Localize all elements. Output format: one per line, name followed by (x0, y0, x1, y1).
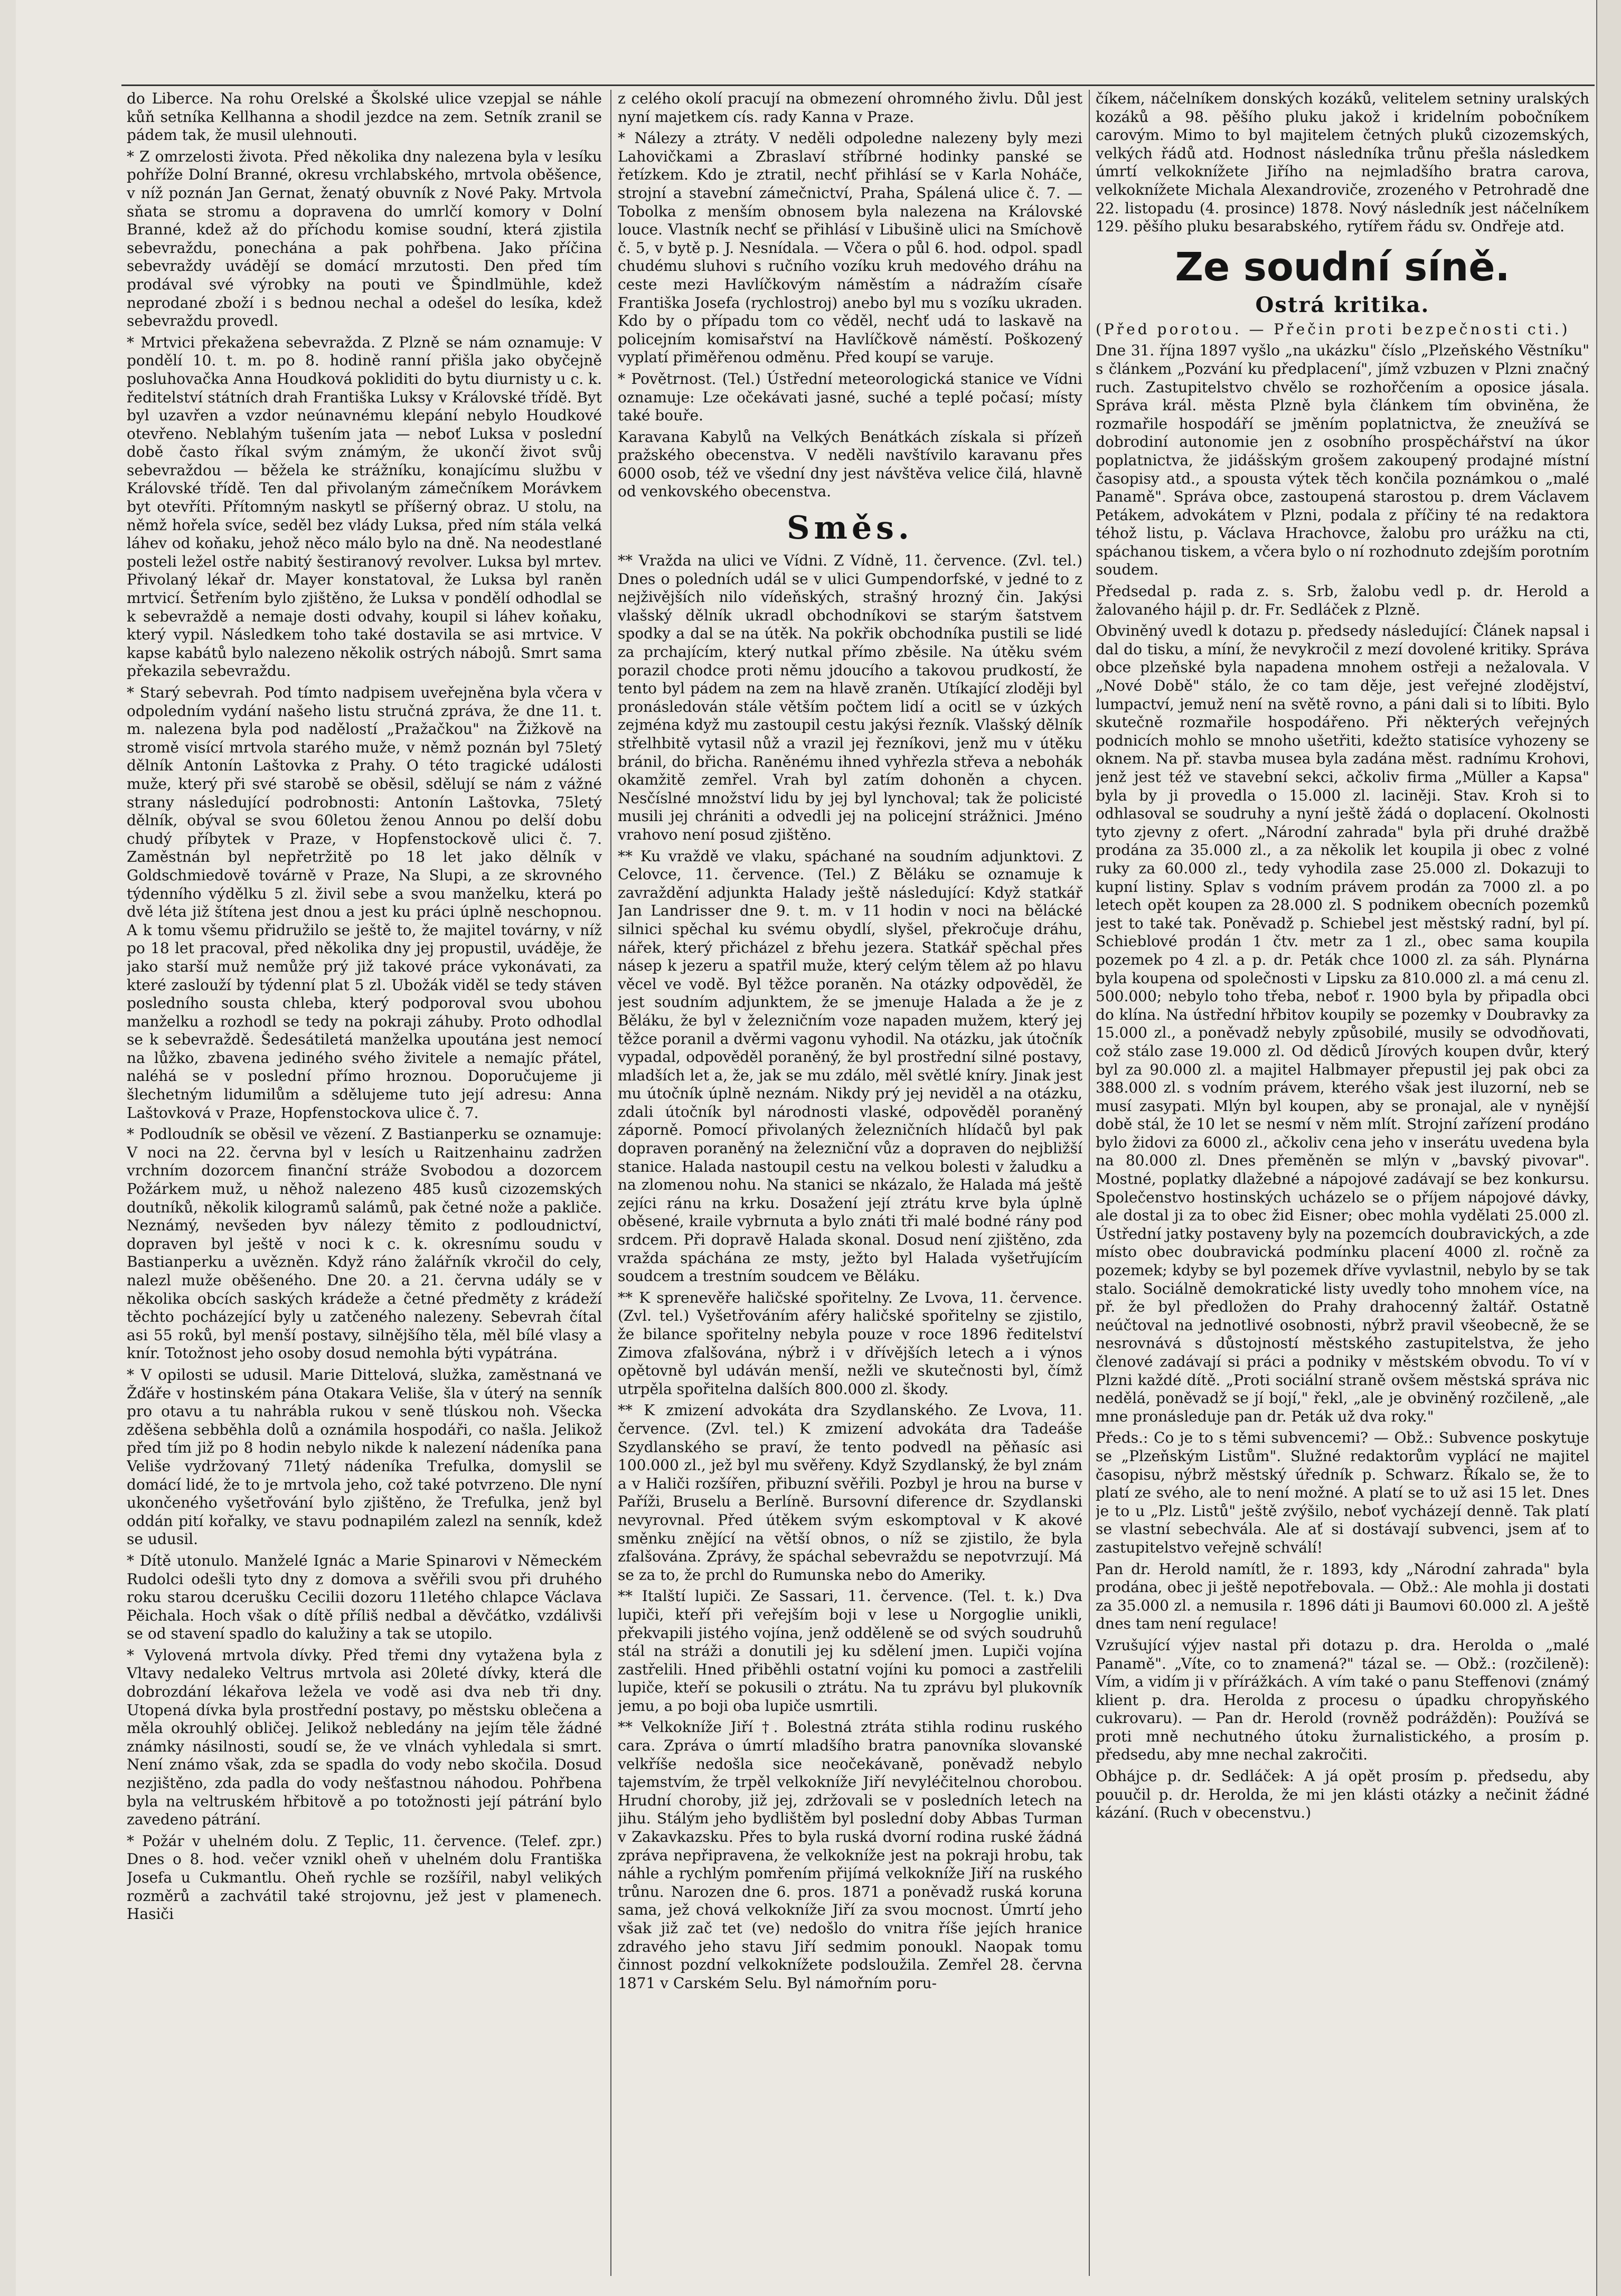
column-2 (618, 90, 1082, 2276)
article-paragraph: * Požár v uhelném dolu. Z Teplic, 11. července. (Telef. zpr.) Dnes o 8. hod. večer vznikl oheň v uhelném dolu Františka Josefa u Cukmantlu. Oheň rychle se rozšířil, nabyl velikých rozměrů a zachvátil také strojovnu, jež jest v plamenech. Hasiči (127, 1832, 602, 1923)
top-rule (121, 84, 1595, 86)
article-paragraph: Předs.: Co je to s těmi subvencemi? — Obž.: Subvence poskytuje se „Plzeňským Listům". Služné redaktorům vyplácí ne majitel časopisu, nýbrž městský úředník p. Schwarz. Říkalo se, že to platí ze svého, ale to není možné. A platí se to už asi 15 let. Dnes je to u „Plz. Listů" ještě zvýšilo, neboť vycházejí denně. Tak platí se vlastní sebechvála. Ale ať si dostávají subvenci, jsem ať to zastupitelstvo veřejně schválí! (1096, 1429, 1589, 1556)
article-paragraph: ** Vražda na ulici ve Vídni. Z Vídně, 11. července. (Zvl. tel.) Dnes o poledních udál se v ulici Gumpendorfské, v jedné to z nejživějších nilo vídeňských, strašný hrozný čin. Jakýsi vlašský dělník ukradl obchodníkovi se starým šatstvem spodky a dal se na útěk. Na pokřik obchodníka pustili se lidé za prchajícím, který nutkal přímo zběsile. Na útěku svém porazil chodce proti němu jdoucího a takovou prudkostí, že tento byl pádem na zem na hlavě zraněn. Utíkající zloději byl pronásledován stále větším počtem lidí a ocitl se v úzkých zejména když mu zastoupil cestu jakýsi řezník. Vlašský dělník střelhbitě vytasil nůž a vrazil jej řezníkovi, jenž mu v útěku bránil, do břicha. Raněnému ihned vyhřezla střeva a nebohák okamžitě zemřel. Vrah byl zatím dohoněn a chycen. Nesčíslné množství lidu by jej byl lynchoval; tak že policisté musili jej chrániti a odvedli jej na policejní strážnici. Jméno vrahovo není posud zjištěno. (618, 552, 1082, 843)
article-paragraph: ** Italští lupiči. Ze Sassari, 11. července. (Tel. t. k.) Dva lupiči, kteří při veřejším boji v lese u Norgoglie unikli, překvapili jistého vojína, jenž odděleně se od svých soudruhů stál na stráži a donutili jej ku sdělení jmen. Lupiči vojína zastřelili. Hned přiběhli ostatní vojíni ku pomoci a zastřelili lupiče, kteří se pokusili o ztrátu. Na tu zprávu byl plukovník jemu, a po boji oba lupiče usmrtili. (618, 1587, 1082, 1715)
article-paragraph: z celého okolí pracují na obmezení ohromného živlu. Důl jest nyní majetkem cís. rady Kanna v Praze. (618, 90, 1082, 126)
column-rule (610, 90, 611, 2276)
article-paragraph: ** Velkokníže Jiří †. Bolestná ztráta stihla rodinu ruského cara. Zpráva o úmrtí mladšího bratra panovníka slovanské velkříše nedošla sice neočekávaně, poněvadž nebylo tajemstvím, že trpěl velkokníže Jiří nevyléčitelnou chorobou. Hrudní choroby, již jej, zdržovali se v posledních letech na jihu. Stálým jeho bydlištěm byl poslední doby Abbas Turman v Zakavkazsku. Přes to byla ruská dvorní rodina ruské žádná zpráva nepřipravena, že velkokníže jest na pokraji hrobu, tak náhle a rychlým pomřením přijímá velkokníže Jiří na ruského trůnu. Narozen dne 6. pros. 1871 a poněvadž ruská koruna sama, jež chová velkokníže Jiří za svou mocnost. Úmrtí jeho však již zač tet (ve) nedošlo do vnitra říše jejích hranice zdravého jeho stavu Jiří sedmim ponoukl. Naopak tomu činnost pozdní velkoknížete podsloužila. Zemřel 28. června 1871 v Carském Selu. Byl námořním poru- (618, 1718, 1082, 1992)
article-paragraph: Karavana Kabylů na Velkých Benátkách získala si přízeň pražského obecenstva. V neděli navštívilo karavanu přes 6000 osob, též ve všední dny jest návštěva velice čilá, hlavně od venkovského obecenstva. (618, 428, 1082, 501)
article-paragraph: Dne 31. října 1897 vyšlo „na ukázku" číslo „Plzeňského Věstníku" s článkem „Pozvání ku předplacení", jímž vzbuzen v Plzni značný ruch. Zastupitelstvo chvělo se rozhořčením a oposice jásala. Správa král. města Plzně byla článkem tím obviněna, že rozmařile hospodáří se jměním poplatnictva, že zneužívá se dobrodiní autonomie jen z osobního prospěchářství na úkor poplatnictva, že jidášským grošem zakoupený prodajné místní časopisy atd., a spousta výtek těch končila poznámkou o „malé Panamě". Správa obce, zastoupená starostou p. drem Václavem Petákem, advokátem v Plzni, podala z příčiny té na redaktora téhož listu, p. Václava Hrachovce, žalobu pro urážku na cti, spáchanou tiskem, a včera bylo o ní rozhodnuto zdejším porotním soudem. (1096, 342, 1589, 579)
article-paragraph: * Nálezy a ztráty. V neděli odpoledne nalezeny byly mezi Lahovičkami a Zbraslaví stříbrné hodinky panské se řetízkem. Kdo je ztratil, nechť přihlásí se v Karla Noháče, strojní a stavební zámečnictví, Praha, Spálená ulice č. 7. — Tobolka z menším obnosem byla nalezena na Královské louce. Vlastník nechť se přihlásí v Libušině ulici na Smíchově č. 5, v bytě p. J. Nesnídala. — Včera o půl 6. hod. odpol. spadl chudému sluhovi s ručního vozíku kruh medového dráhu na ceste mezi Havlíčkovým náměstím a nádražím císaře Františka Josefa (rychlostroj) anebo byl mu s vozíku ukraden. Kdo by o případu tom co věděl, nechť udá to laskavě na policejním komisařství na Havlíčkově náměstí. Poškozený vyplatí přiměřenou odměnu. Před koupí se varuje. (618, 129, 1082, 366)
article-paragraph: Vzrušující výjev nastal při dotazu p. dra. Herolda o „malé Panamě". „Víte, co to znamená?" tázal se. — Obž.: (rozčileně): Vím, a vidím ji v přírážkách. A vím také o panu Steffenovi (známý klient p. dra. Herolda z procesu o úpadku chropyňského cukrovaru). — Pan dr. Herold (rovněž podrážděn): Používá se proti mně nechutného útoku žurnalistického, a prosím p. předsedu, aby mne nechal zakročiti. (1096, 1636, 1589, 1764)
article-paragraph: * Mrtvici překažena sebevražda. Z Plzně se nám oznamuje: V pondělí 10. t. m. po 8. hodině ranní přišla jako obyčejně posluhovačka Anna Houdková pokliditi do bytu diurnisty u c. k. ředitelství státních drah Františka Luksy v Královské třídě. Byt byl uzavřen a vzdor neúnavnému klepání nebylo Houdkové otevřeno. Neblahým tušením jata — neboť Luksa v poslední době často říkal svým známým, že ukončí život svůj sebevraždou — běžela ke strážníku, konajícímu službu v Královské třídě. Ten dal přivolaným zámečníkem Morávkem byt otevříti. Přítomným naskytl se příšerný obraz. U stolu, na němž hořela svíce, seděl bez vlády Luksa, před ním stála velká láhev od koňaku, jehož něco málo bylo na dně. Na neodestlané posteli ležel ostře nabitý šestiranový revolver. Luksa byl mrtev. Přivolaný lékař dr. Mayer konstatoval, že Luksa byl raněn mrtvicí. Šetřením bylo zjištěno, že Luksa v pondělí odhodlal se k sebevraždě a nemaje dosti odvahy, koupil si láhev koňaku, který vypil. Následkem toho také dostavila se asi mrtvice. V kapse kabátů bylo nalezeno několik ostrých nábojů. Smrt sama překazila sebevraždu. (127, 333, 602, 680)
article-paragraph: * Povětrnost. (Tel.) Ústřední meteorologická stanice ve Vídni oznamuje: Lze očekávati jasné, suché a teplé počasí; místy také bouře. (618, 370, 1082, 425)
column-rule (1089, 90, 1090, 2276)
article-paragraph: Obhájce p. dr. Sedláček: A já opět prosím p. předsedu, aby pouučil p. dr. Herolda, že mi jen klásti otázky a nečinit žádné kázání. (Ruch v obecenstvu.) (1096, 1767, 1589, 1822)
column-1 (127, 90, 602, 2276)
page-left-edge (0, 0, 16, 2296)
section-title: Ze soudní síně. (1175, 244, 1510, 290)
article-paragraph: * Podloudník se oběsil ve vězení. Z Bastianperku se oznamuje: V noci na 22. června byl v lesích u Raitzenhainu zadržen vrchním dozorcem finanční stráže Svobodou a dozorcem Požárkem muž, u něhož nalezeno 485 kusů cizozemských doutníků, několik kilogramů salámů, pak četné nože a pakliče. Neznámý, nevšeden byv nálezy těmito z podloudnictví, dopraven byl ještě v noci k c. k. okresnímu soudu v Bastianperku a uvězněn. Když ráno žalářník vkročil do cely, nalezl muže oběšeného. Dne 20. a 21. června udály se v několika obcích saských krádeže a četné předměty z krádeží těchto pocházející byly u zatčeného nalezeny. Sebevrah čítal asi 55 roků, byl menší postavy, silnějšího těla, měl bílé vlasy a knír. Totožnost jeho osoby dosud nemohla býti vypátrána. (127, 1125, 602, 1362)
article-paragraph: * V opilosti se udusil. Marie Dittelová, služka, zaměstnaná ve Žďáře v hostinském pána Otakara Veliše, šla v úterý na senník pro otavu a tu nahrábla rukou v seně tlúskou noh. Všecka zděšena sebběhla dolů a oznámila hospodáři, co našla. Jelikož před tím již po 8 hodin nebylo nikde k nalezení nádeníka pana Veliše vydržovaný 71letý nádeníka Trefulka, domyslil se domácí lidé, že to je mrtvola jeho, což také potvrzeno. Dle nyní ukončeného vyšetřování bylo zjištěno, že Trefulka, jenž byl oddán pití kořalky, ve stavu podnapilém zalezl na senník, kdež se udusil. (127, 1366, 602, 1548)
article-paragraph: * Z omrzelosti života. Před několika dny nalezena byla v lesíku pohříže Dolní Branné, okresu vrchlabského, mrtvola oběšence, v níž poznán Jan Gernat, ženatý obuvník z Nové Paky. Mrtvola sňata se stromu a dopravena do umrlčí komory v Dolní Branné, kdež až do příchodu komise soudní, která zjistila sebevraždu, ponechána a pak pohřbena. Jako příčina sebevraždy uvádějí se domácí mrzutosti. Den před tím prodával své výrobky na pouti ve Špindlmühle, kdež neprodané zboží i s bednou nechal a odešel do lesíka, kdež sebevraždu provedl. (127, 147, 602, 330)
article-paragraph: Pan dr. Herold namítl, že r. 1893, kdy „Národní zahrada" byla prodána, obec ji ještě nepotřebovala. — Obž.: Ale mohla ji dostati za 35.000 zl. a nemusila r. 1896 dáti ji Baumovi 60.000 zl. A ještě dnes tam není regulace! (1096, 1560, 1589, 1633)
article-paragraph: ** K sprenevěře haličské spořitelny. Ze Lvova, 11. července. (Zvl. tel.) Vyšetřováním aféry haličské spořitelny se zjistilo, že bilance spořitelny nebyla pouze v roce 1896 ředitelství Zimova zfalšována, nýbrž i v dřívějších letech a i výnos opětovně byl udáván menší, nežli ve skutečnosti byl, čímž utrpěla spořitelna dalších 800.000 zl. škody. (618, 1288, 1082, 1398)
article-paragraph: * Starý sebevrah. Pod tímto nadpisem uveřejněna byla včera v odpoledním vydání našeho listu stručná zpráva, že dne 11. t. m. nalezena byla pod nadělostí „Pražačkou" na Žižkově na stromě visící mrtvola starého muže, v němž poznán byl 75letý dělník Antonín Laštovka z Prahy. O této tragické události muže, který při své starobě se oběsil, sdělují se nám z vážné strany následující podrobnosti: Antonín Laštovka, 75letý dělník, obýval se svou 60letou ženou Annou po delší dobu chudý příbytek v Praze, v Hopfenstockově ulici č. 7. Zaměstnán byl nepřetržitě po 18 let jako dělník v Goldschmiedově továrně v Praze, Na Slupi, a ze skrovného týdenního výdělku 5 zl. živil sebe a svou manželku, která po dvě léta již štítena jest dnou a jest ku práci úplně neschopnou. A k tomu všemu přidružilo se ještě to, že majitel továrny, v níž po 18 let pracoval, před několika dny jej propustil, uváděje, že jako starší muž nemůže prý již takové práce vykonávati, za které zaslouží by týdenní plat 5 zl. Ubožák viděl se tedy stáven posledního sousta chleba, který podporoval svou ubohou manželku a rozhodl se tedy na pokraji záhuby. Proto odhodlal se k sebevraždě. Šedesátiletá manželka upoutána jest nemocí na lůžko, zbavena jediného svého živitele a nemajíc přátel, naléhá se v poslední přímo hroznou. Doporučujeme ji šlechetným lidumilům a sdělujeme tuto její adresu: Anna Laštovková v Praze, Hopfenstockova ulice č. 7. (127, 684, 602, 1122)
article-paragraph: do Liberce. Na rohu Orelské a Školské ulice vzepjal se náhle kůň setníka Kellhanna a shodil jezdce na zem. Setník zranil se pádem tak, že musil ulehnouti. (127, 90, 602, 144)
article-paragraph: Obviněný uvedl k dotazu p. předsedy následující: Článek napsal i dal do tisku, a míní, že nevykročil z mezí dovolené kritiky. Správa obce plzeňské byla napadena mnohem ostřeji a nežalovala. V „Nové Době" stálo, že co tam děje, jest veřejné zlodějství, lumpactví, jemuž není na světě rovno, a páni dali si to líbiti. Bylo skutečně rozmařile hospodářeno. Při některých veřejných podnicích mohlo se mnoho ušetřiti, kdežto statisíce vyhozeny se oknem. Na př. stavba musea byla zadána měst. radnímu Krohovi, jenž jest též ve stavební sekci, ačkoliv firma „Müller a Kapsa" byla by ji provedla o 15.000 zl. laciněji. Stav. Kroh si to odhlasoval se soudruhy a nyní ještě žádá o doplacení. Okolnosti tyto zjevny z ofert. „Národní zahrada" byla při druhé dražbě prodána za 35.000 zl., a za několik let koupila ji obec z volné ruky za 60.000 zl., tedy vyhodila zase 25.000 zl. Dokazuji to kupní listiny. Splav s vodním právem prodán za 7000 zl. a po letech opět koupen za 28.000 zl. S podnikem obecních pozemků jest to také tak. Poněvadž p. Schiebel jest městský radní, byl pí. Schieblové prodán 1 čtv. metr za 1 zl., obec sama koupila pozemek po 4 zl. a p. dr. Peták chce 1000 zl. za sáh. Plynárna byla koupena od společnosti v Lipsku za 810.000 zl. a má cenu zl. 500.000; nebylo toho třeba, neboť r. 1900 byla by připadla obci do klína. Na ústřední hřbitov koupily se pozemky v Doubravky za 15.000 zl., a poněvadž nebyly způsobilé, musily se odvodňovati, což stálo zase 19.000 zl. Od dědiců Jírových koupen dvůr, který byl za 90.000 zl. a majitel Halbmayer přepustil jej pak obci za 388.000 zl. s vodním právem, kterého však jest iluzorní, neb se musí zasypati. Mlýn byl koupen, aby se pronajal, ale v nynější době stál, že 10 let se nesmí v něm mlít. Strojní zařízení prodáno bylo židovi za 6000 zl., ačkoliv cena jeho v inserátu uvedena byla na 80.000 zl. Dnes přeměněn se mlýn v „bavský pivovar". Mostné, poplatky dlažebné a nápojové zadávají se bez konkursu. Společenstvo hostinských ucházelo se o příjem nápojové dávky, ale dostal ji za to obec žid Eisner; obec mohla vydělati 25.000 zl. Ústřední jatky postaveny byly na pozemcích doubravických, a zde místo obec doubravická podmínku placení 4000 zl. ročně za pozemek; kdyby se byl pozemek dříve vyvlastnil, nebylo by se tak stalo. Sociálně demokratické listy uvedly toho mnohem více, na př. že byl předložen do Prahy drahocenný žaltář. Ostatně neúčtoval na jednotlivé osobnosti, nýbrž pravil všeobecně, že se nesrovnává s důstojností městského zastupitelstva, že jeho členové zadávají si práci a podniky v městském obvodu. To ví v Plzni každé dítě. „Proti sociální straně ovšem městská správa nic nedělá, poněvadž se jí bojí," řekl, „ale je obviněný rozčileně, „ale mne pronásleduje pan dr. Peták už dva roky." (1096, 622, 1589, 1425)
section-lead: (Před porotou. — Přečin proti bezpečnosti cti.) (1096, 320, 1570, 338)
article-paragraph: ** K zmizení advokáta dra Szydlanského. Ze Lvova, 11. července. (Zvl. tel.) K zmizení advokáta dra Tadeáše Szydlanského se praví, že tento podvedl na pěňasíc asi 100.000 zl., jež byl mu svěřeny. Když Szydlanský, že byl znám a v Haliči rozšířen, přibuzní svěřili. Pozbyl je hrou na burse v Paříži, Bruselu a Berlíně. Bursovní diference dr. Szydlanski nevyrovnal. Před útěkem svým eskomptoval v K akové směnku znějící na větší obnos, o níž se zjistilo, že byla zfalšována. Zprávy, že spáchal sebevraždu se nepotvrzují. Má se za to, že prchl do Rumunska nebo do Ameriky. (618, 1401, 1082, 1584)
article-paragraph: ** Ku vraždě ve vlaku, spáchané na soudním adjunktovi. Z Celovce, 11. července. (Tel.) Z Běláku se oznamuje k zavraždění adjunkta Halady ještě následující: Když statkář Jan Landrisser dne 9. t. m. v 11 hodin v noci na bělácké silnici spěchal ku svému obydlí, slyšel, překročuje dráhu, nářek, který přicházel z břehu jezera. Statkář spěchal přes násep k jezeru a spatřil muže, který celým tělem až po hlavu věcel ve vodě. Byl těžce poraněn. Na otázky odpověděl, že jest soudním adjunktem, že se jmenuje Halada a že je z Běláku, že byl v železničním voze napaden mužem, který jej těžce poranil a dvěrmi vagonu vyhodil. Na otázku, jak útočník vypadal, odpověděl poraněný, že byl prostřední silné postavy, mladších let a, že, jak se mu zdálo, měl světlé kníry. Jinak jest mu útočník úplně neznám. Nikdy prý jej neviděl a na otázku, zdali útočník byl národnosti vlaské, odpověděl poraněný záporně. Pomocí přivolaných železničních hlídačů byl pak dopraven poraněný na železniční vůz a dopraven do nejbližší stanice. Halada nastoupil cestu na velkou bolesti v žaludku a na zlomenou nohu. Na stanici se nkázalo, že Halada má ještě zejíci ránu na krku. Dosažení její ztrátu krve byla úplně oběsené, kraile vybrnuta a bylo znáti tři malé bodné rány pod srdcem. Při dopravě Halada skonal. Dosud není zjištěno, zda vražda spáchána ze msty, ježto byl Halada vyšetřujícím soudcem a trestním soudcem ve Běláku. (618, 847, 1082, 1285)
page-right-edge (1596, 0, 1621, 2296)
article-paragraph: * Dítě utonulo. Manželé Ignác a Marie Spinarovi v Německém Rudolci odešli tyto dny z domova a svěřili svou při druhého roku starou dcerušku Cecilii dozoru 11letého chlapce Václava Pěichala. Hoch však o dítě příliš nedbal a děvčátko, vzdálivši se od stavení spadlo do kalužiny a tak se utopilo. (127, 1551, 602, 1643)
article-paragraph: číkem, náčelníkem donských kozáků, velitelem setniny uralských kozáků a 98. pěšího pluku jakož i kridelním pobočníkem carovým. Mimo to byl majitelem četných pluků cizozemských, velkých řádů atd. Hodnost následníka trůnu přešla následkem úmrtí velkoknížete Jiřího na nejmladšího bratra carova, velkoknížete Michala Alexandroviče, zrozeného v Petrohradě dne 22. listopadu (4. prosince) 1878. Nový následník jest náčelníkem 129. pěšího pluku besarabského, rytířem řádu sv. Ondřeje atd. (1096, 90, 1589, 236)
section-subtitle: Ostrá kritika. (1255, 292, 1430, 317)
article-paragraph: * Vylovená mrtvola dívky. Před třemi dny vytažena byla z Vltavy nedaleko Veltrus mrtvola asi 20leté dívky, která dle dobrozdání lékařova ležela ve vodě asi dva neb tři dny. Utopená dívka byla prostřední postavy, po městsku oblečena a měla okrouhlý obličej. Jelikož nebledány na jejím těle žádné známky násilnosti, soudí se, že ve vlnách vyhledala si smrt. Není známo však, zda se spadla do vody nebo skočila. Dosud nezjištěno, zda padla do vody nešťastnou náhodou. Pohřbena byla na veltruském hřbitově a po totožnosti její pátrání bylo zavedeno pátrání. (127, 1646, 602, 1829)
article-paragraph: Předsedal p. rada z. s. Srb, žalobu vedl p. dr. Herold a žalovaného hájil p. dr. Fr. Sedláček z Plzně. (1096, 582, 1589, 618)
section-heading-smes: Směs. (787, 510, 913, 547)
column-3 (1096, 90, 1589, 2276)
